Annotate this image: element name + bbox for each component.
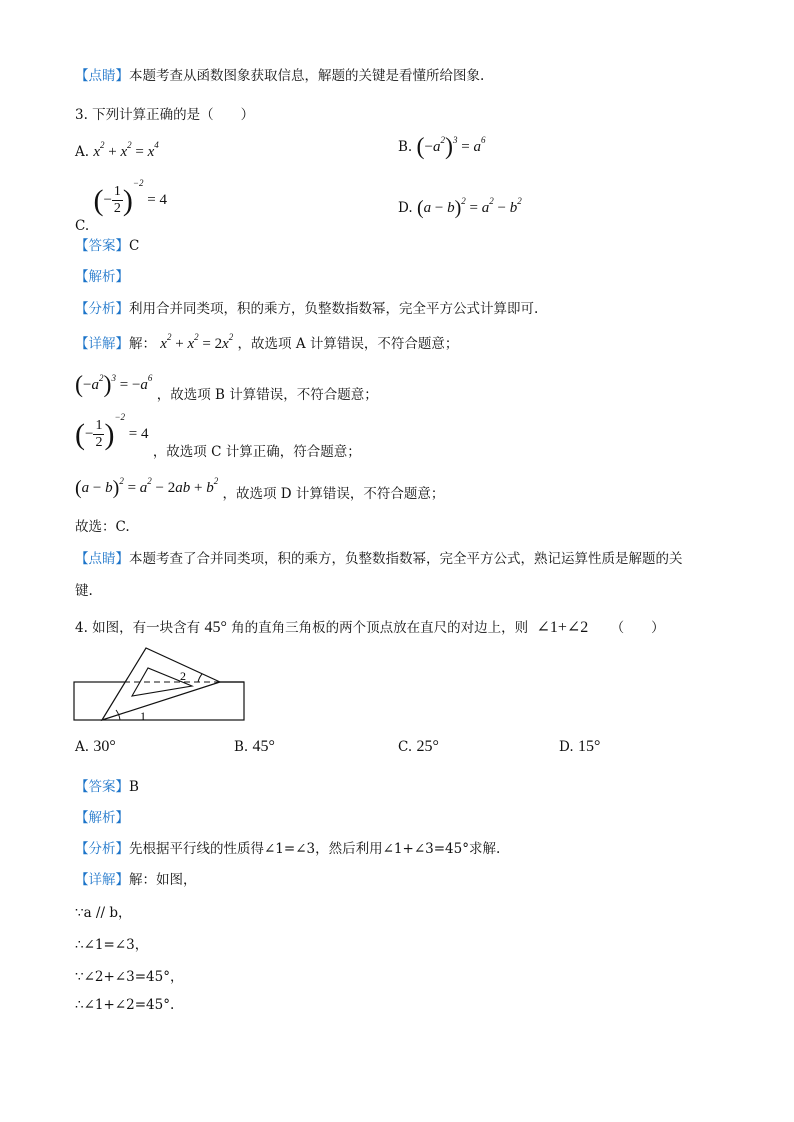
detail-c-text: ，故选项 C 计算正确，符合题意； [152,444,361,460]
answer-value: B [129,779,139,795]
q4-fenxi [75,837,500,857]
fenxi-text: 利用合并同类项，积的乘方，负整数指数幂，完全平方公式计算即可. [129,301,539,317]
angle-1-label: 1 [140,709,146,723]
option-label: D. [559,739,574,755]
fenxi-tag: 【分析】 [75,841,129,857]
q3-fenxi [75,297,538,317]
q3-choose: 故选：C. [75,519,130,535]
detail-a-expression: $x^2 + x^2 = 2x^2$ [160,332,234,352]
q4-option-b [234,738,275,756]
option-label: B. [234,739,249,755]
q3-option-a [75,140,159,161]
detail-b-text: ，故选项 B 计算错误，不符合题意； [156,386,378,403]
q4-stem-end: （ ） [610,620,665,636]
q4-stem-start: 4. 如图，有一块含有 [75,620,201,636]
q3-comment [75,547,683,567]
q3-stem: 3. 下列计算正确的是（ ） [75,107,255,123]
option-label: C. [75,218,90,234]
q4-answer [75,775,139,795]
q3-option-d [398,196,522,220]
detail-d-text: ，故选项 D 计算错误，不符合题意； [222,486,445,502]
q3-detail-line-b [75,372,378,403]
detail-b-expression: $(-a^2)^3 = -a^6$ [75,372,153,398]
option-b-expression: $(-a^2)^3 = a^6$ [416,134,486,160]
q3-detail-line-d [75,476,444,500]
option-d-expression: $(a - b)^2 = a^2 - b^2$ [416,196,522,220]
option-value: 45° [252,738,275,755]
detail-text: 解：如图， [129,872,197,888]
option-label: A. [75,739,90,755]
q3-detail-line-a [75,332,458,353]
q4-step-4: ∴∠1+∠2=45°. [75,997,175,1013]
option-label: B. [398,138,413,155]
option-label: D. [398,200,413,216]
q4-analysis-tag: 【解析】 [75,810,129,826]
intro-comment [75,64,484,84]
answer-tag: 【答案】 [75,779,129,795]
q3-detail-line-c [75,412,361,460]
triangle-outer [102,648,220,720]
detail-tag: 【详解】 [75,336,129,352]
q4-step-2: ∴∠1=∠3， [75,937,149,953]
q4-detail [75,868,197,888]
fenxi-text: 先根据平行线的性质得∠1=∠3，然后利用∠1+∠3=45°求解. [129,841,501,857]
q3-comment-line-2: 键. [75,583,93,599]
comment-tag: 【点睛】 [75,551,129,567]
option-value: 25° [416,738,439,755]
q3-option-c [75,178,167,234]
option-label: C. [398,739,413,755]
option-value: 15° [577,738,601,755]
q3-option-b [398,134,485,161]
q4-step-1: ∵a // b， [75,905,132,921]
option-value: 30° [93,738,116,755]
comment-text: 本题考查从函数图象获取信息，解题的关键是看懂所给图象. [129,68,485,84]
option-label: A. [75,144,90,160]
fenxi-tag: 【分析】 [75,301,129,317]
q4-option-d [559,738,600,756]
detail-a-text: ，故选项 A 计算错误，不符合题意； [237,336,459,352]
option-c-expression: (− $\frac{1}{2}$ )$^{-2}$ = 4 [93,178,167,217]
detail-intro: 解： [129,336,156,352]
answer-tag: 【答案】 [75,238,129,254]
angle-2-label: 2 [180,669,186,683]
q4-stem [75,616,665,637]
q4-option-a [75,738,116,756]
q4-angle-45: 45° [204,619,227,636]
detail-c-expression: (− $\frac{1}{2}$ )$^{-2}$ = 4 [75,412,149,451]
comment-tag: 【点睛】 [75,68,129,84]
detail-tag: 【详解】 [75,872,129,888]
q4-stem-mid: 角的直角三角板的两个顶点放在直尺的对边上，则 [231,620,529,636]
comment-line-1: 本题考查了合并同类项，积的乘方，负整数指数幂，完全平方公式，熟记运算性质是解题的关 [129,551,683,567]
q4-angle-expression: ∠1+∠2 [536,619,589,636]
option-a-expression: $x^2 + x^2 = x^4$ [93,140,159,160]
q3-answer [75,234,139,254]
answer-value: C [129,238,140,254]
detail-d-expression: $(a - b)^2 = a^2 - 2ab + b^2$ [75,476,219,500]
q3-analysis-tag: 【解析】 [75,269,129,285]
q4-option-c [398,738,439,756]
ruler-triangle-figure [70,644,250,728]
q4-step-3: ∵∠2+∠3=45°， [75,969,184,985]
